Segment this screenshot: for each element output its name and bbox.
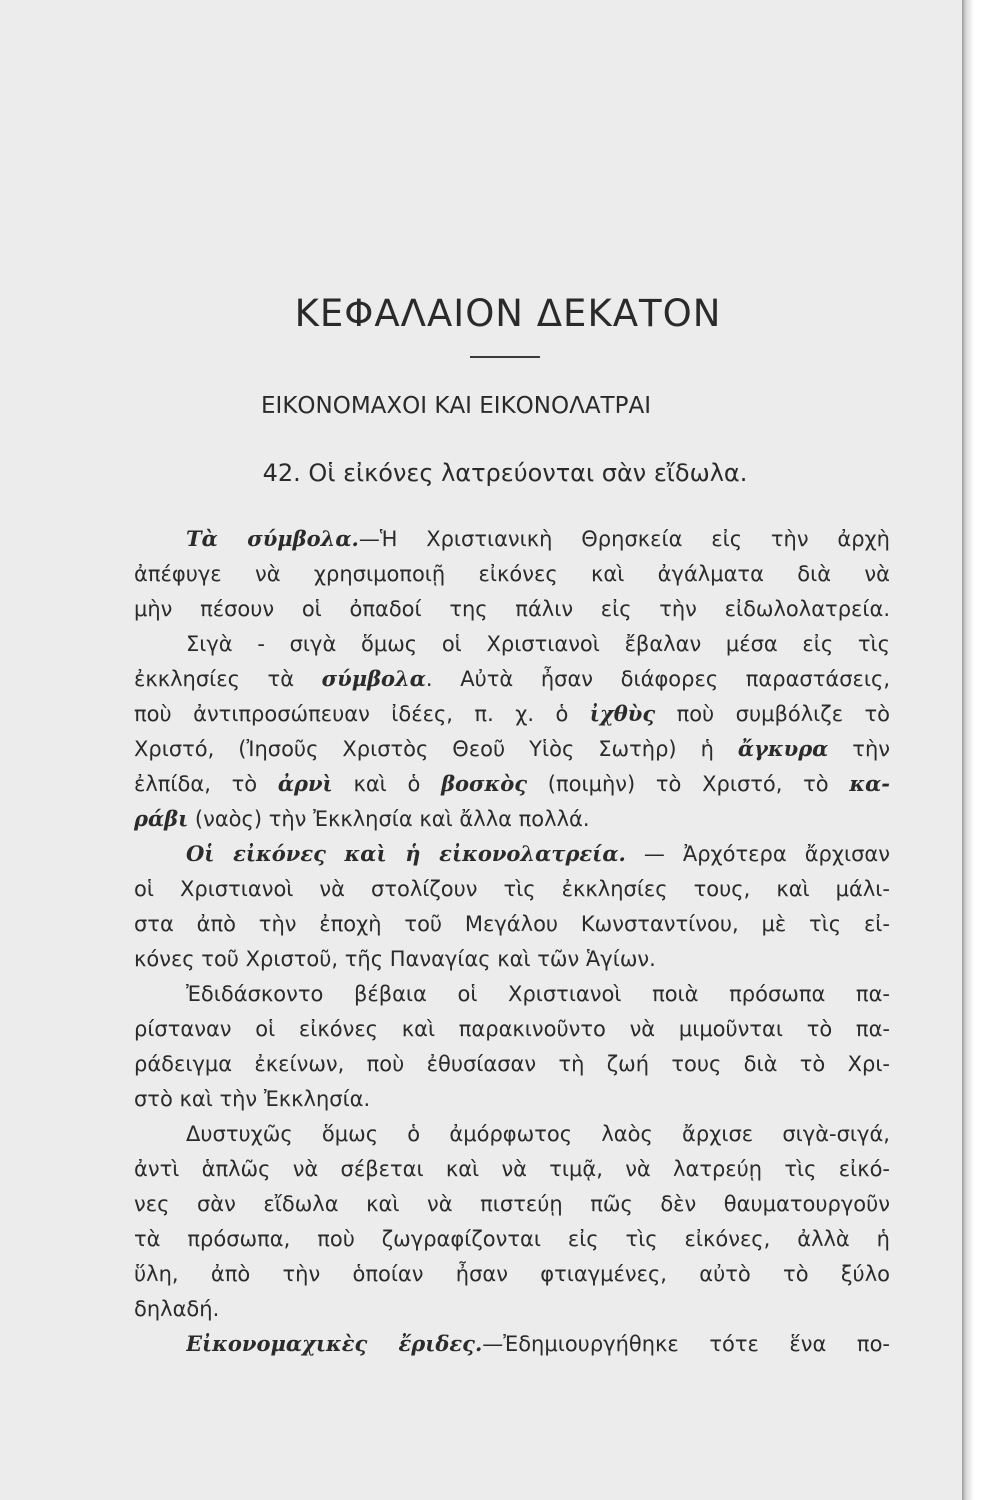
text-line: στα ἀπὸ τὴν ἐποχὴ τοῦ Μεγάλου Κωνσταντίνου, μὲ τὶς εἰ- xyxy=(134,912,890,936)
title-divider xyxy=(470,356,540,358)
text-line: οἱ Χριστιανοὶ νὰ στολίζουν τὶς ἐκκλησίες τους, καὶ μάλι- xyxy=(134,877,890,901)
italic-heading-iconoclast-disputes: Εἰκονομαχικὲς ἔριδες. xyxy=(186,1331,483,1356)
text-run: ἐλπίδα, τὸ xyxy=(134,772,278,796)
italic-term: ἄγκυρα xyxy=(737,736,829,761)
text-run: (ποιμὴν) τὸ Χριστό, τὸ xyxy=(527,772,850,796)
section-title: 42. Οἱ εἰκόνες λατρεύονται σὰν εἴδωλα. xyxy=(262,459,748,487)
text-line xyxy=(186,1326,890,1362)
text-line xyxy=(186,521,890,557)
text-line xyxy=(134,801,890,837)
italic-term: ἰχθὺς xyxy=(589,701,656,726)
text-line: δηλαδή. xyxy=(134,1297,220,1321)
text-line xyxy=(134,696,890,732)
text-line xyxy=(134,731,890,767)
text-line: μὴν πέσουν οἱ ὀπαδοί της πάλιν εἰς τὴν εἰδωλολατρεία. xyxy=(134,597,890,621)
text-line: στὸ καὶ τὴν Ἐκκλησία. xyxy=(134,1087,371,1111)
text-line: τὰ πρόσωπα, ποὺ ζωγραφίζονται εἰς τὶς εἰκόνες, ἀλλὰ ἡ xyxy=(134,1227,890,1251)
italic-term: ράβι xyxy=(134,806,189,831)
text-run: —Ἐδημιουργήθηκε τότε ἕνα πο- xyxy=(482,1332,890,1356)
chapter-subtitle: ΕΙΚΟΝΟΜΑΧΟΙ ΚΑΙ ΕΙΚΟΝΟΛΑΤΡΑΙ xyxy=(261,393,651,419)
text-run: . Αὐτὰ ἦσαν διάφορες παραστάσεις, xyxy=(425,667,890,691)
text-line: ράδειγμα ἐκείνων, ποὺ ἐθυσίασαν τὴ ζωή τους διὰ τὸ Χρι- xyxy=(134,1052,890,1076)
italic-term: βοσκὸς xyxy=(441,771,528,796)
text-run: ποὺ συμβόλιζε τὸ xyxy=(655,702,890,726)
text-run: καὶ ὁ xyxy=(332,772,442,796)
page-edge xyxy=(962,0,992,1500)
text-line xyxy=(186,836,890,872)
italic-heading-icons: Οἱ εἰκόνες καὶ ἡ εἰκονολατρεία. xyxy=(186,841,626,866)
text-line: Σιγὰ - σιγὰ ὅμως οἱ Χριστιανοὶ ἔβαλαν μέσα εἰς τὶς xyxy=(186,632,890,656)
text-run: — Ἀρχότερα ἄρχισαν xyxy=(625,842,890,866)
text-line: ἀντὶ ἁπλῶς νὰ σέβεται καὶ νὰ τιμᾷ, νὰ λατρεύῃ τὶς εἰκό- xyxy=(134,1157,890,1181)
text-run: ἐκκλησίες τὰ xyxy=(134,667,322,691)
text-line xyxy=(134,766,890,802)
chapter-title: ΚΕΦΑΛΑΙΟΝ ΔΕΚΑΤΟΝ xyxy=(294,292,722,335)
italic-term: κα- xyxy=(849,771,890,796)
text-line: Ἐδιδάσκοντο βέβαια οἱ Χριστιανοὶ ποιὰ πρόσωπα πα- xyxy=(186,982,890,1006)
text-line: ὕλη, ἀπὸ τὴν ὁποίαν ἦσαν φτιαγμένες, αὐτὸ τὸ ξύλο xyxy=(134,1262,890,1286)
text-line xyxy=(134,661,890,697)
italic-term-symbols: Τὰ σύμβολα. xyxy=(186,526,359,551)
text-run: —Ἡ Χριστιανικὴ Θρησκεία εἰς τὴν ἀρχὴ xyxy=(358,527,890,551)
text-run: (ναὸς) τὴν Ἐκκλησία καὶ ἄλλα πολλά. xyxy=(188,807,590,831)
text-line: νες σὰν εἴδωλα καὶ νὰ πιστεύῃ πῶς δὲν θαυματουργοῦν xyxy=(134,1192,890,1216)
text-line: κόνες τοῦ Χριστοῦ, τῆς Παναγίας καὶ τῶν Ἁγίων. xyxy=(134,947,656,971)
italic-term: ἀρνὶ xyxy=(277,771,333,796)
text-run: Χριστό, (Ἰησοῦς Χριστὸς Θεοῦ Υἱὸς Σωτὴρ) ἡ xyxy=(134,737,738,761)
text-line: ἀπέφυγε νὰ χρησιμοποιῇ εἰκόνες καὶ ἀγάλματα διὰ νὰ xyxy=(134,562,890,586)
text-line: ρίσταναν οἱ εἰκόνες καὶ παρακινοῦντο νὰ μιμοῦνται τὸ πα- xyxy=(134,1017,890,1041)
text-run: τὴν xyxy=(828,737,890,761)
text-run: ποὺ ἀντιπροσώπευαν ἰδέες, π. χ. ὁ xyxy=(134,702,590,726)
italic-term: σύμβολα xyxy=(321,666,426,691)
text-line: Δυστυχῶς ὅμως ὁ ἀμόρφωτος λαὸς ἄρχισε σιγὰ-σιγά, xyxy=(186,1122,890,1146)
